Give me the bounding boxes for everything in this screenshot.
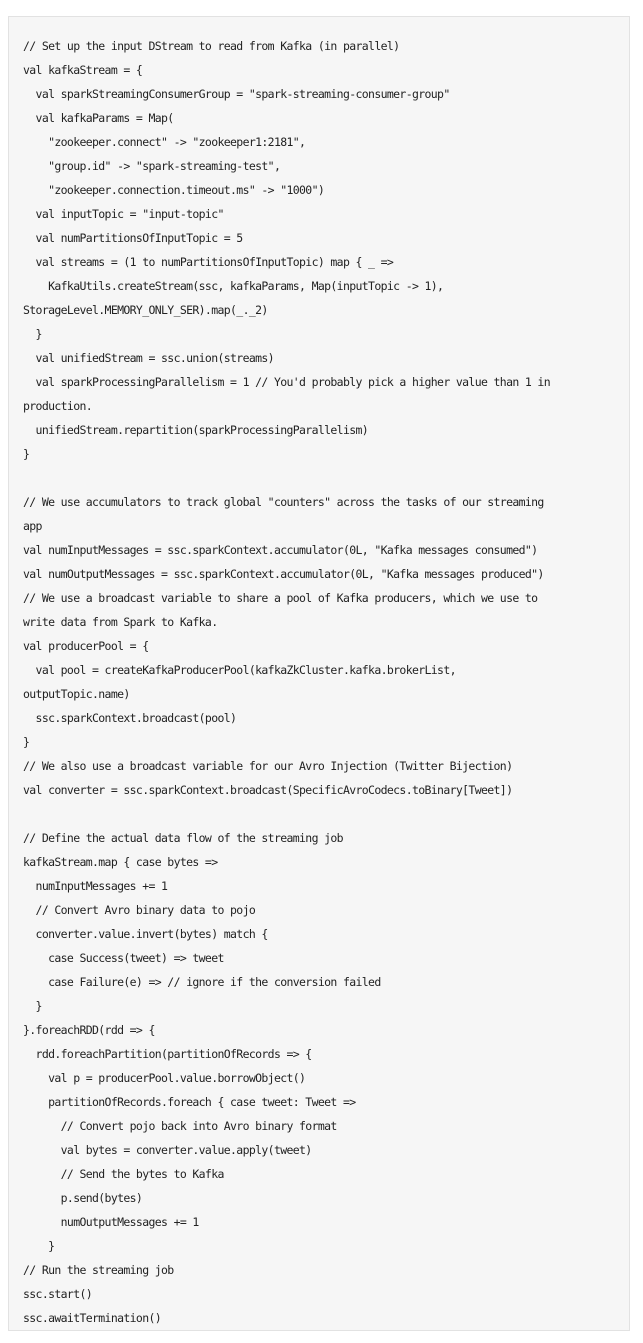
code-line: rdd.foreachPartition(partitionOfRecords => {	[23, 1047, 312, 1061]
code-line: // Define the actual data flow of the streaming job	[23, 831, 343, 845]
code-line: val producerPool = {	[23, 639, 149, 653]
code-line: ssc.sparkContext.broadcast(pool)	[23, 711, 237, 725]
code-line: val numOutputMessages = ssc.sparkContext.accumulator(0L, "Kafka messages produced")	[23, 567, 544, 581]
code-line: // We also use a broadcast variable for our Avro Injection (Twitter Bijection)	[23, 759, 513, 773]
code-line: "zookeeper.connection.timeout.ms" -> "1000")	[23, 183, 325, 197]
code-line: numOutputMessages += 1	[23, 1215, 199, 1229]
code-line: }	[23, 1239, 55, 1253]
code-line: }	[23, 327, 42, 341]
code-block	[8, 16, 630, 1331]
code-line: val kafkaParams = Map(	[23, 111, 174, 125]
code-line: production.	[23, 399, 93, 413]
code-line: // We use accumulators to track global "counters" across the tasks of our streaming	[23, 495, 544, 509]
code-line: outputTopic.name)	[23, 687, 130, 701]
code-line: numInputMessages += 1	[23, 879, 168, 893]
code-line: // Convert Avro binary data to pojo	[23, 903, 256, 917]
code-line: write data from Spark to Kafka.	[23, 615, 218, 629]
code-line: partitionOfRecords.foreach { case tweet: Tweet =>	[23, 1095, 356, 1109]
code-line: }	[23, 447, 30, 461]
code-line: "zookeeper.connect" -> "zookeeper1:2181",	[23, 135, 306, 149]
code-line: ssc.start()	[23, 1287, 93, 1301]
code-line: val kafkaStream = {	[23, 63, 143, 77]
code-line: // Set up the input DStream to read from Kafka (in parallel)	[23, 39, 400, 53]
code-line: val sparkStreamingConsumerGroup = "spark-streaming-consumer-group"	[23, 87, 450, 101]
code-line: case Failure(e) => // ignore if the conversion failed	[23, 975, 381, 989]
code-line: app	[23, 519, 42, 533]
code-line: unifiedStream.repartition(sparkProcessingParallelism)	[23, 423, 369, 437]
code-line: }	[23, 999, 42, 1013]
code-line: val unifiedStream = ssc.union(streams)	[23, 351, 274, 365]
code-line: // Run the streaming job	[23, 1263, 174, 1277]
code-line: case Success(tweet) => tweet	[23, 951, 224, 965]
code-line: kafkaStream.map { case bytes =>	[23, 855, 218, 869]
code-line: StorageLevel.MEMORY_ONLY_SER).map(_._2)	[23, 303, 268, 317]
code-line: }.foreachRDD(rdd => {	[23, 1023, 155, 1037]
code-line: // Send the bytes to Kafka	[23, 1167, 224, 1181]
code-line: val streams = (1 to numPartitionsOfInputTopic) map { _ =>	[23, 255, 394, 269]
code-line: }	[23, 735, 30, 749]
code-line: val pool = createKafkaProducerPool(kafkaZkCluster.kafka.brokerList,	[23, 663, 456, 677]
code-line: val converter = ssc.sparkContext.broadcast(SpecificAvroCodecs.toBinary[Tweet])	[23, 783, 513, 797]
code-line	[23, 466, 629, 490]
code-line: val bytes = converter.value.apply(tweet)	[23, 1143, 312, 1157]
code-line: val p = producerPool.value.borrowObject()	[23, 1071, 306, 1085]
code-line: "group.id" -> "spark-streaming-test",	[23, 159, 281, 173]
code-line: val numInputMessages = ssc.sparkContext.accumulator(0L, "Kafka messages consumed")	[23, 543, 538, 557]
code-line: ssc.awaitTermination()	[23, 1311, 162, 1325]
code-line: // We use a broadcast variable to share a pool of Kafka producers, which we use to	[23, 591, 538, 605]
code-line: converter.value.invert(bytes) match {	[23, 927, 268, 941]
code-line: // Convert pojo back into Avro binary format	[23, 1119, 337, 1133]
code-line: KafkaUtils.createStream(ssc, kafkaParams, Map(inputTopic -> 1),	[23, 279, 444, 293]
code-line: val numPartitionsOfInputTopic = 5	[23, 231, 243, 245]
code-line: val sparkProcessingParallelism = 1 // You'd probably pick a higher value than 1 in	[23, 375, 550, 389]
code-line: p.send(bytes)	[23, 1191, 143, 1205]
code-line: val inputTopic = "input-topic"	[23, 207, 224, 221]
code-line	[23, 802, 629, 826]
